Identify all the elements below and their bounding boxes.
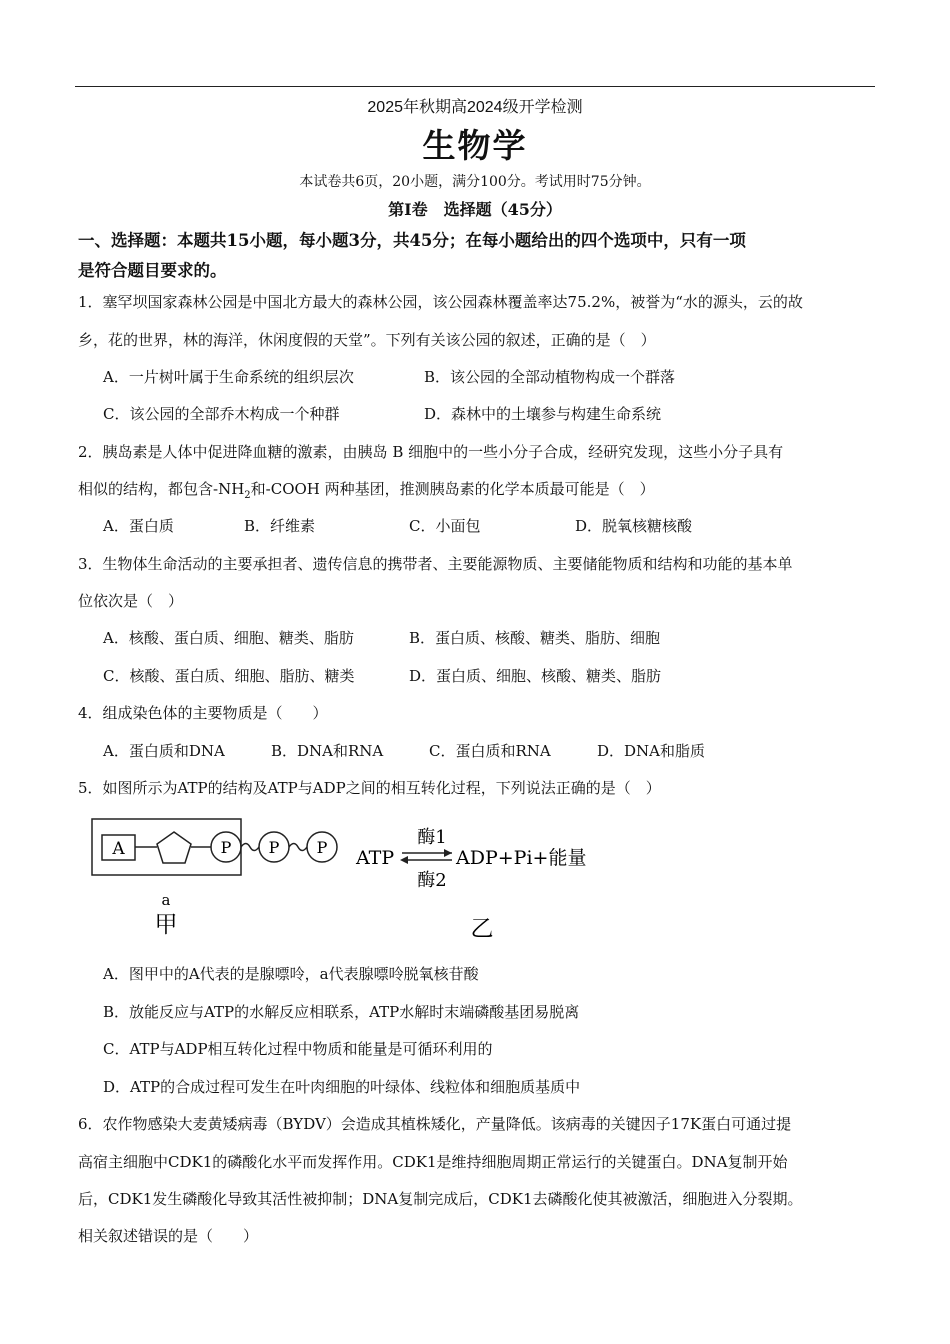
exam-title: 2025年秋期高2024级开学检测 [367, 99, 583, 116]
phosphate-label-3: P [316, 838, 328, 857]
atp-figure [0, 800, 950, 950]
part-heading [0, 197, 950, 220]
phosphate-label-1: P [220, 838, 232, 857]
q2-option-b: B．纤维素 [244, 517, 316, 535]
part-label: 第Ⅰ卷 [388, 200, 428, 219]
enzyme-1: 酶1 [417, 827, 447, 848]
section-instruction-line1: 一、选择题：本题共15小题，每小题3分，共45分；在每小题给出的四个选项中，只有一项 [78, 231, 746, 250]
q6-stem-line3: 后，CDK1发生磷酸化导致其活性被抑制；DNA复制完成后，CDK1去磷酸化使其被激活，细胞进入分裂期。 [78, 1190, 803, 1208]
q2-stem-line2-b: 和-COOH 两种基团，推测胰岛素的化学本质最可能是（ ） [250, 480, 655, 498]
exam-meta: 本试卷共6页，20小题，满分100分。考试用时75分钟。 [299, 174, 651, 190]
phosphate-label-2: P [268, 838, 280, 857]
q1-option-c: C．该公园的全部乔木构成一个种群 [103, 405, 340, 423]
q3-stem-line1: 3．生物体生命活动的主要承担者、遗传信息的携带者、主要能源物质、主要储能物质和结构和功能的基本单 [78, 555, 793, 573]
high-energy-bond-1 [241, 844, 259, 851]
ribose-pentagon [157, 832, 191, 863]
q1-option-a: A．一片树叶属于生命系统的组织层次 [103, 368, 354, 386]
q4-option-c: C．蛋白质和RNA [429, 742, 551, 760]
section-instruction-line2: 是符合题目要求的。 [78, 261, 227, 280]
top-rule [75, 86, 875, 87]
q2-option-a: A．蛋白质 [103, 517, 174, 535]
q5-option-a: A．图甲中的A代表的是腺嘌呤，a代表腺嘌呤脱氧核苷酸 [103, 965, 479, 983]
q1-option-d: D．森林中的土壤参与构建生命系统 [424, 405, 662, 423]
q4-option-d: D．DNA和脂质 [597, 742, 706, 760]
q3-option-d: D．蛋白质、细胞、核酸、糖类、脂肪 [409, 667, 662, 685]
q1-stem-line1: 1．塞罕坝国家森林公园是中国北方最大的森林公园，该公园森林覆盖率达75.2%，被誉为“水的源头，云的故 [78, 293, 803, 311]
q6-stem-line4: 相关叙述错误的是（ ） [78, 1227, 259, 1245]
q5-option-b: B．放能反应与ATP的水解反应相联系，ATP水解时末端磷酸基团易脱离 [103, 1003, 580, 1021]
q3-option-c: C．核酸、蛋白质、细胞、脂肪、糖类 [103, 667, 355, 685]
q5-option-c: C．ATP与ADP相互转化过程中物质和能量是可循环利用的 [103, 1040, 493, 1058]
q3-option-a: A．核酸、蛋白质、细胞、糖类、脂肪 [103, 629, 354, 647]
adenine-label: A [112, 839, 125, 859]
q1-option-b: B．该公园的全部动植物构成一个群落 [424, 368, 676, 386]
reverse-arrow-head [400, 856, 408, 864]
forward-arrow-head [444, 849, 452, 857]
q2-option-d: D．脱氧核糖核酸 [575, 517, 693, 535]
q2-stem-line2 [78, 478, 655, 501]
q5-option-d: D．ATP的合成过程可发生在叶肉细胞的叶绿体、线粒体和细胞质基质中 [103, 1078, 581, 1096]
eq-atp: ATP [356, 847, 395, 869]
q6-stem-line1: 6．农作物感染大麦黄矮病毒（BYDV）会造成其植株矮化，产量降低。该病毒的关键因子17K蛋白可通过提 [78, 1115, 792, 1133]
high-energy-bond-2 [289, 844, 307, 851]
q3-stem-line2: 位依次是（ ） [78, 592, 184, 610]
q2-stem-line2-a: 相似的结构，都包含-NH [78, 480, 245, 498]
q4-option-b: B．DNA和RNA [271, 742, 384, 760]
q2-subscript: 2 [244, 490, 251, 501]
q3-option-b: B．蛋白质、核酸、糖类、脂肪、细胞 [409, 629, 661, 647]
label-a: a [161, 891, 171, 909]
caption-yi: 乙 [470, 916, 494, 942]
enzyme-2: 酶2 [417, 870, 447, 891]
caption-jia: 甲 [154, 912, 178, 938]
eq-products: ADP+Pi+能量 [456, 847, 587, 869]
q5-stem: 5．如图所示为ATP的结构及ATP与ADP之间的相互转化过程，下列说法正确的是（ ） [78, 779, 661, 797]
subject-title: 生物学 [422, 126, 528, 165]
q2-option-c: C．小面包 [409, 517, 481, 535]
part-title: 选择题（45分） [443, 200, 562, 219]
q4-stem: 4．组成染色体的主要物质是（ ） [78, 704, 328, 722]
q4-option-a: A．蛋白质和DNA [103, 742, 225, 760]
q6-stem-line2: 高宿主细胞中CDK1的磷酸化水平而发挥作用。CDK1是维持细胞周期正常运行的关键蛋白。DNA复制开始 [78, 1153, 788, 1171]
q2-stem-line1: 2．胰岛素是人体中促进降血糖的激素，由胰岛 B 细胞中的一些小分子合成，经研究发现，这些小分子具有 [78, 443, 784, 461]
q1-stem-line2: 乡，花的世界，林的海洋，休闲度假的天堂”。下列有关该公园的叙述，正确的是（ ） [78, 331, 656, 349]
